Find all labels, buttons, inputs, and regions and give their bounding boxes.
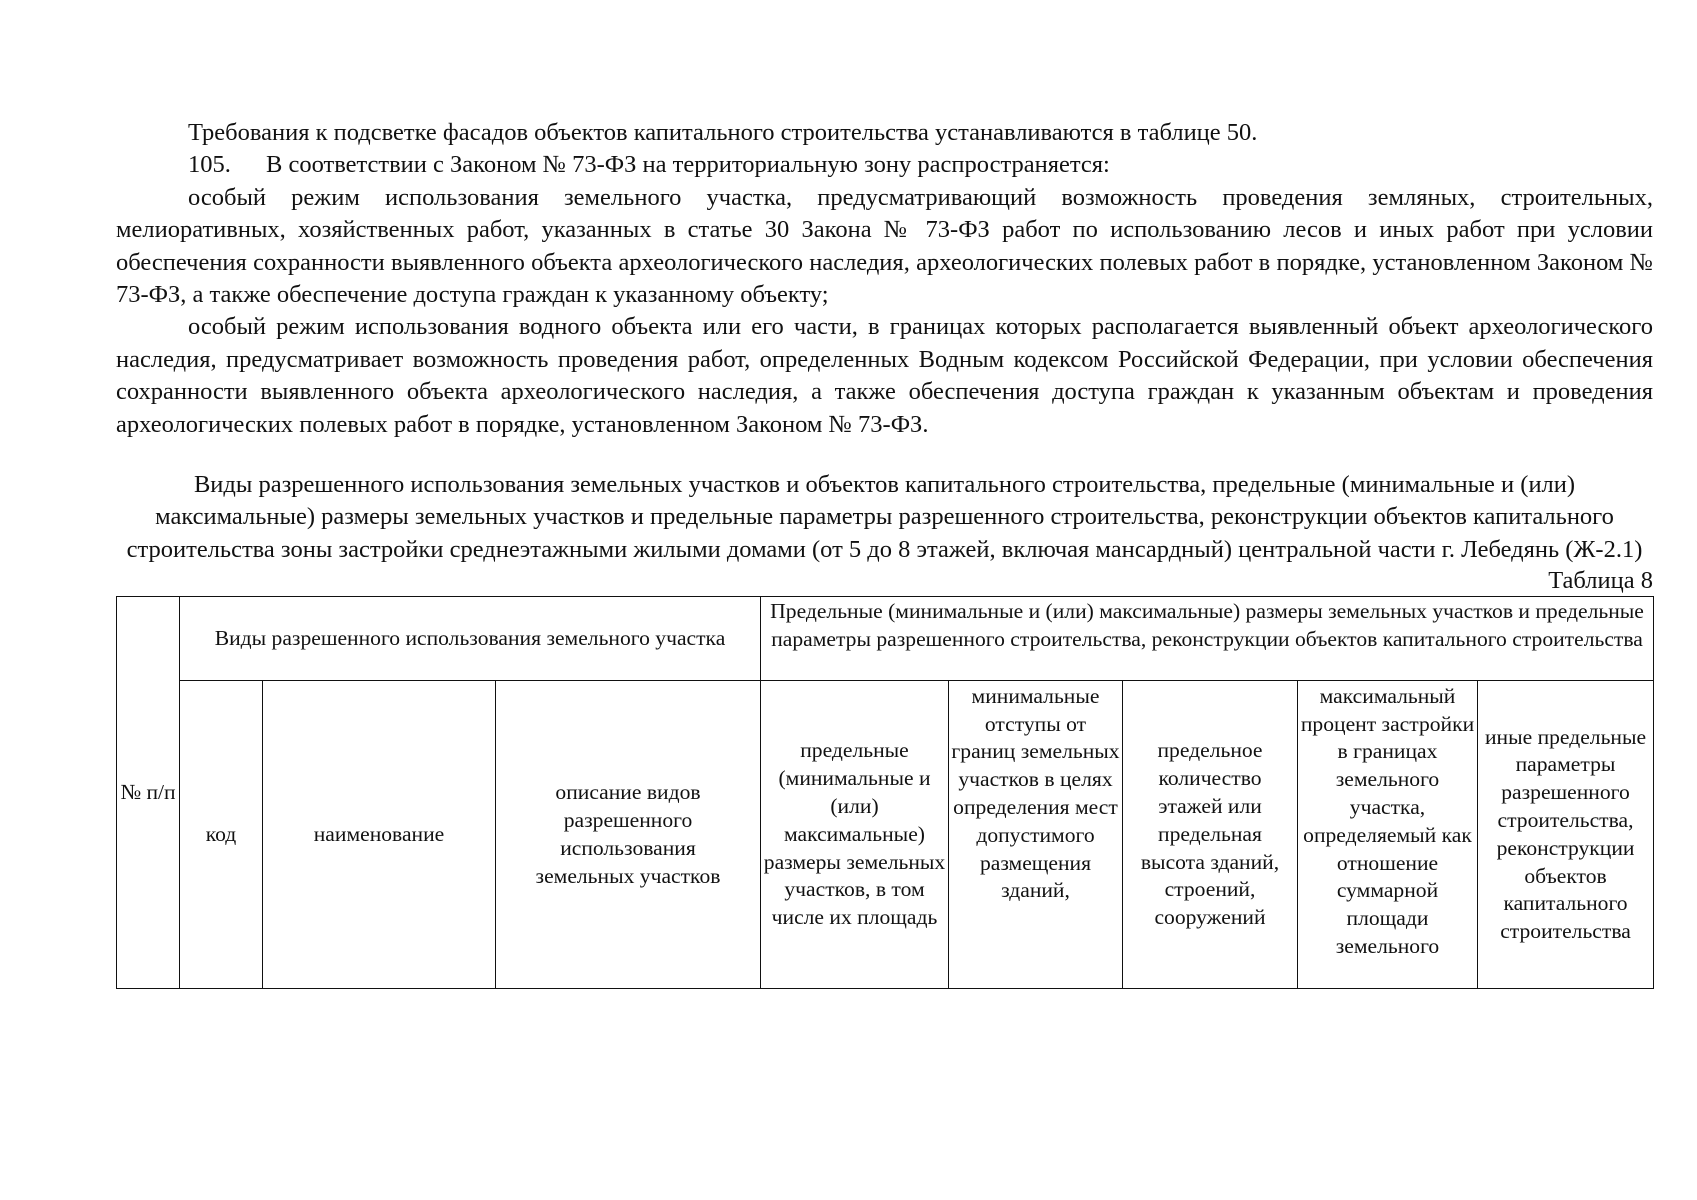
paragraph-lighting-requirements: Требования к подсветке фасадов объектов капитального строительства устанавливаются в таблице 50. (188, 119, 1258, 146)
header-group-permitted-use-label: Виды разрешенного использования земельного участка (214, 625, 726, 650)
paragraph-water-regime: особый режим использования водного объекта или его части, в границах которых располагается выявленный объект археологического наследия, предусматривает возможность проведения работ, определенных Водным кодексом Российской Федерации, при условии обеспечения сохранности выявленного объекта археологического наследия, а также обеспечения доступа граждан к указанным объектам и проведения археологических полевых работ в порядке, установленном Законом № 73-ФЗ. (116, 313, 1653, 438)
header-number-cell (117, 597, 180, 989)
header-other-cell (1478, 681, 1654, 989)
header-name-label: наименование (313, 821, 445, 846)
header-number-label: № п/п (120, 779, 176, 804)
section-title: Виды разрешенного использования земельных участков и объектов капитального строительства, предельные (минимальные и (или) максимальные) размеры земельных участков и предельные параметры разрешенного строительства, реконструкции объектов капитального строительства зоны застройки среднеэтажными жилыми домами (от 5 до 8 этажей, включая мансардный) центральной части г. Лебедянь (Ж-2.1) (126, 471, 1643, 563)
header-group-permitted-use (180, 597, 761, 681)
header-size-label: предельные (минимальные и (или) максимальные) размеры земельных участков, в том числе их площадь (763, 738, 946, 930)
header-other-label: иные предельные параметры разрешенного строительства, реконструкции объектов капитального строительства (1484, 724, 1647, 944)
header-group-limits (761, 597, 1654, 681)
header-description-cell (496, 681, 761, 989)
header-size-cell (761, 681, 949, 989)
header-group-limits-label: Предельные (минимальные и (или) максимальные) размеры земельных участков и предельные параметры разрешенного строительства, реконструкции объектов капитального строительства (770, 598, 1644, 651)
header-percent-cell (1298, 681, 1478, 989)
paragraph-105-text: В соответствии с Законом № 73-ФЗ на территориальную зону распространяется: (266, 151, 1110, 179)
header-percent-label: максимальный процент застройки в границах земельного участка, определяемый как отношение суммарной площади земельного (1300, 683, 1475, 958)
paragraph-105-number: 105. (188, 151, 231, 179)
paragraph-105 (116, 149, 1653, 181)
paragraph-land-regime: особый режим использования земельного участка, предусматривающий возможность проведения земляных, строительных, мелиоративных, хозяйственных работ, указанных в статье 30 Закона № 73-ФЗ работ по использованию лесов и иных работ при условии обеспечения сохранности выявленного объекта археологического наследия, археологических полевых работ в порядке, установленном Законом № 73-ФЗ, а также обеспечение доступа граждан к указанному объекту; (116, 183, 1653, 309)
zoning-table (116, 596, 1654, 989)
header-code-cell (180, 681, 263, 989)
header-code-label: код (205, 821, 237, 846)
header-name-cell (263, 681, 496, 989)
header-setback-cell (949, 681, 1123, 989)
header-setback-label: минимальные отступы от границ земельных участков в целях определения мест допустимого размещения зданий, (951, 683, 1120, 903)
table-caption: Таблица 8 (1548, 567, 1653, 595)
document-page (116, 117, 1653, 989)
header-description-label: описание видов разрешенного использования земельных участков (535, 780, 721, 888)
spacer (116, 441, 1653, 469)
header-floors-label: предельное количество этажей или предельная высота зданий, строений, сооружений (1140, 738, 1280, 930)
header-floors-cell (1123, 681, 1298, 989)
